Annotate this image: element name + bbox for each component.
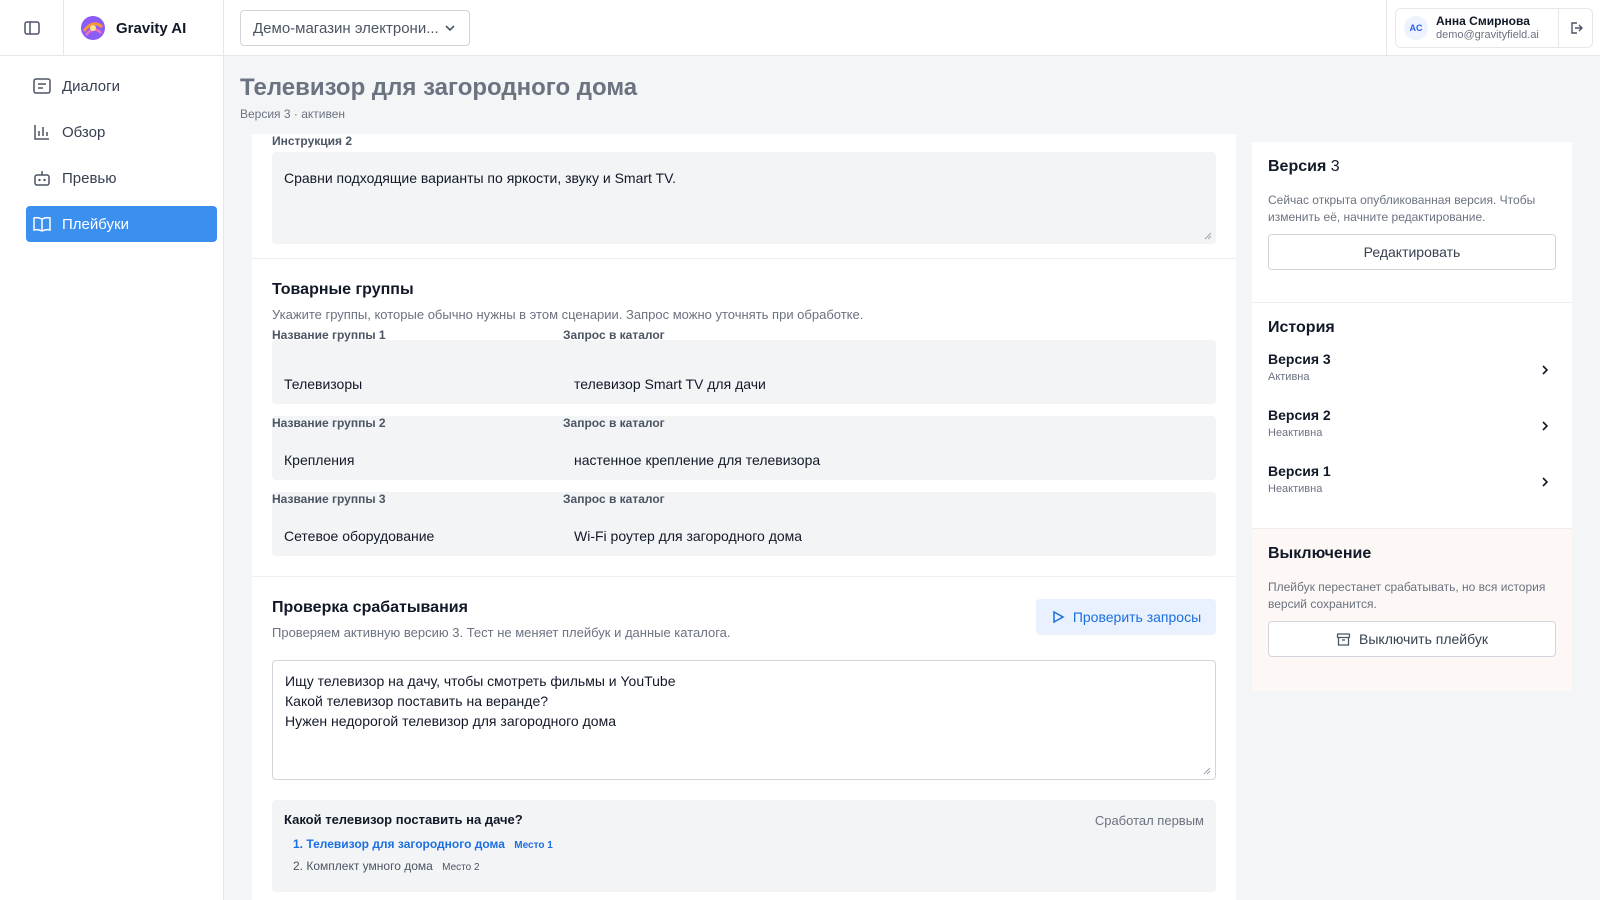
- history-panel: [1252, 303, 1572, 529]
- history-item-name: Версия 2: [1268, 407, 1331, 423]
- history-item-name: Версия 1: [1268, 463, 1331, 479]
- version-title: Версия 3: [1268, 158, 1340, 175]
- result-item-num: 1.: [293, 837, 304, 851]
- check-title: Проверка срабатывания: [272, 599, 468, 616]
- trigger-check-section: [252, 577, 1236, 892]
- result-item-name: Телевизор для загородного дома: [306, 837, 505, 851]
- group-row: [272, 416, 1216, 480]
- history-item[interactable]: [1268, 463, 1556, 519]
- sidebar-panel-icon: [23, 19, 41, 37]
- group-name-label: Название группы 1: [272, 328, 386, 342]
- test-result-card: [272, 800, 1216, 892]
- right-panel: [1252, 142, 1572, 691]
- result-item[interactable]: [284, 837, 1204, 851]
- group-name-label: Название группы 2: [272, 416, 386, 430]
- result-item-name: Комплект умного дома: [306, 859, 433, 873]
- book-icon: [32, 214, 52, 234]
- sidebar-toggle-button[interactable]: [0, 0, 64, 56]
- history-item-status: Неактивна: [1268, 483, 1323, 495]
- group-name-input[interactable]: Сетевое оборудование: [284, 528, 435, 544]
- history-item[interactable]: [1268, 407, 1556, 463]
- group-query-label: Запрос в каталог: [563, 492, 665, 506]
- history-item-status: Активна: [1268, 371, 1310, 383]
- group-name-label: Название группы 3: [272, 492, 386, 506]
- group-name-input[interactable]: Крепления: [284, 452, 355, 468]
- version-panel: [1252, 142, 1572, 303]
- group-query-label: Запрос в каталог: [563, 416, 665, 430]
- disable-title: Выключение: [1268, 545, 1372, 562]
- test-query-line: Какой телевизор поставить на веранде?: [285, 693, 549, 709]
- check-queries-button[interactable]: [1036, 599, 1216, 635]
- logout-icon: [1568, 20, 1584, 36]
- logout-button[interactable]: [1558, 8, 1592, 48]
- disable-playbook-button[interactable]: [1268, 621, 1556, 657]
- product-groups-section: [252, 259, 1236, 577]
- instruction-section: [252, 134, 1236, 259]
- disable-button-label: Выключить плейбук: [1359, 631, 1488, 647]
- result-status: Сработал первым: [1094, 813, 1204, 828]
- page-title: Телевизор для загородного дома: [240, 74, 638, 101]
- instruction-textarea[interactable]: [272, 152, 1216, 244]
- history-item-status: Неактивна: [1268, 427, 1323, 439]
- brand[interactable]: [64, 0, 224, 56]
- sidebar-item-label: Диалоги: [62, 77, 120, 95]
- result-item[interactable]: [284, 859, 1204, 873]
- resize-handle-icon[interactable]: [1203, 767, 1211, 775]
- test-queries-textarea[interactable]: [272, 660, 1216, 780]
- sidebar-item-label: Плейбуки: [62, 215, 129, 233]
- sidebar-item-label: Превью: [62, 169, 117, 187]
- chevron-down-icon: [443, 21, 457, 35]
- result-item-place: Место 2: [442, 862, 480, 873]
- playbook-editor: [252, 134, 1236, 900]
- archive-icon: [1336, 632, 1351, 647]
- disable-panel: [1252, 529, 1572, 691]
- version-description: Сейчас открыта опубликованная версия. Чтобы изменить её, начните редактирование.: [1268, 193, 1536, 224]
- page-subtitle: Версия 3 · активен: [240, 107, 346, 121]
- user-card[interactable]: [1395, 8, 1593, 48]
- edit-button[interactable]: Редактировать: [1268, 234, 1556, 270]
- group-row: [272, 328, 1216, 404]
- user-area: [1386, 0, 1600, 56]
- group-row: [272, 492, 1216, 556]
- top-bar: [0, 0, 1600, 56]
- test-query-line: Ищу телевизор на дачу, чтобы смотреть фильмы и YouTube: [285, 673, 676, 689]
- chevron-right-icon: [1538, 475, 1552, 489]
- sidebar-item-preview[interactable]: [26, 160, 217, 196]
- test-query-line: Нужен недорогой телевизор для загородного дома: [285, 713, 616, 729]
- brand-name: Gravity AI: [116, 19, 187, 37]
- chat-icon: [32, 76, 52, 96]
- sidebar-item-dialogs[interactable]: [26, 68, 217, 104]
- check-button-label: Проверить запросы: [1072, 609, 1202, 625]
- instruction-label: Инструкция 2: [272, 134, 353, 148]
- user-email: demo@gravityfield.ai: [1436, 29, 1539, 41]
- store-select[interactable]: [240, 10, 470, 46]
- result-question: Какой телевизор поставить на даче?: [284, 812, 523, 827]
- check-description: Проверяем активную версию 3. Тест не меняет плейбук и данные каталога.: [272, 625, 731, 640]
- group-query-label: Запрос в каталог: [563, 328, 665, 342]
- chevron-right-icon: [1538, 363, 1552, 377]
- chevron-right-icon: [1538, 419, 1552, 433]
- history-item[interactable]: [1268, 351, 1556, 407]
- group-query-input[interactable]: Wi-Fi роутер для загородного дома: [574, 528, 803, 544]
- history-item-name: Версия 3: [1268, 351, 1331, 367]
- result-item-num: 2.: [293, 859, 304, 873]
- play-icon: [1051, 610, 1065, 624]
- sidebar-item-label: Обзор: [62, 123, 106, 141]
- group-query-input[interactable]: настенное крепление для телевизора: [574, 452, 821, 468]
- sidebar: [0, 56, 224, 900]
- group-name-input[interactable]: Телевизоры: [284, 376, 363, 392]
- gravity-logo-icon: [80, 15, 106, 41]
- sidebar-item-overview[interactable]: [26, 114, 217, 150]
- bot-icon: [32, 168, 52, 188]
- avatar: AC: [1404, 16, 1428, 40]
- store-select-value: Демо-магазин электрони...: [253, 19, 439, 37]
- result-item-place: Место 1: [514, 840, 553, 851]
- sidebar-item-playbooks[interactable]: [26, 206, 217, 242]
- instruction-value: Сравни подходящие варианты по яркости, звуку и Smart TV.: [284, 170, 677, 186]
- bar-chart-icon: [32, 122, 52, 142]
- group-query-input[interactable]: телевизор Smart TV для дачи: [574, 376, 766, 392]
- resize-handle-icon[interactable]: [1204, 232, 1212, 240]
- disable-description: Плейбук перестанет срабатывать, но вся история версий сохранится.: [1268, 580, 1546, 611]
- groups-description: Укажите группы, которые обычно нужны в этом сценарии. Запрос можно уточнять при обработке.: [272, 307, 864, 322]
- groups-title: Товарные группы: [272, 281, 414, 298]
- user-name: Анна Смирнова: [1436, 14, 1530, 28]
- history-title: История: [1268, 319, 1335, 336]
